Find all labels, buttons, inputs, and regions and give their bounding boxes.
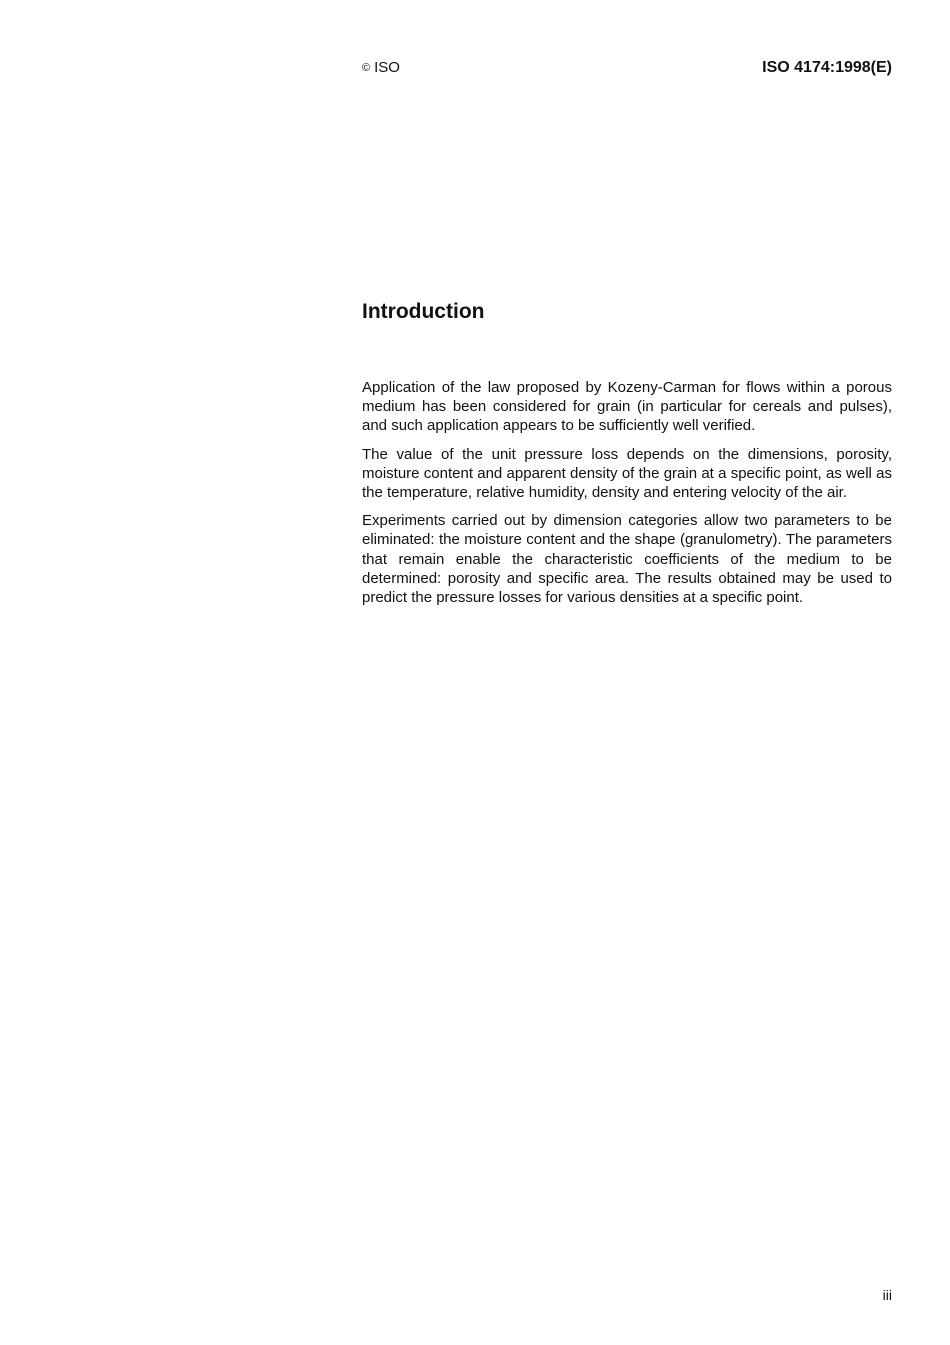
copyright-notice (362, 58, 400, 79)
page-number: iii (882, 1287, 892, 1303)
document-id: ISO 4174:1998(E) (762, 59, 892, 76)
page-header (362, 58, 892, 80)
section-body (362, 378, 892, 616)
paragraph: Application of the law proposed by Kozeny-Carman for flows within a porous medium has been considered for grain (in particular for cereals and pulses), and such application appears to be sufficiently well verified. (362, 379, 892, 435)
paragraph: The value of the unit pressure loss depends on the dimensions, porosity, moisture content and apparent density of the grain at a specific point, as well as the temperature, relative humidity, density and entering velocity of the air. (362, 445, 892, 502)
section-title: Introduction (362, 300, 485, 323)
copyright-owner: ISO (374, 59, 400, 76)
paragraph: Experiments carried out by dimension categories allow two parameters to be eliminated: the moisture content and the shape (granulometry). The parameters that remain enable the characteristic coefficients of the medium to be determined: porosity and specific area. The results obtained may be used to predict the pressure losses for various densities at a specific point. (362, 512, 892, 607)
copyright-symbol: © (362, 62, 371, 74)
